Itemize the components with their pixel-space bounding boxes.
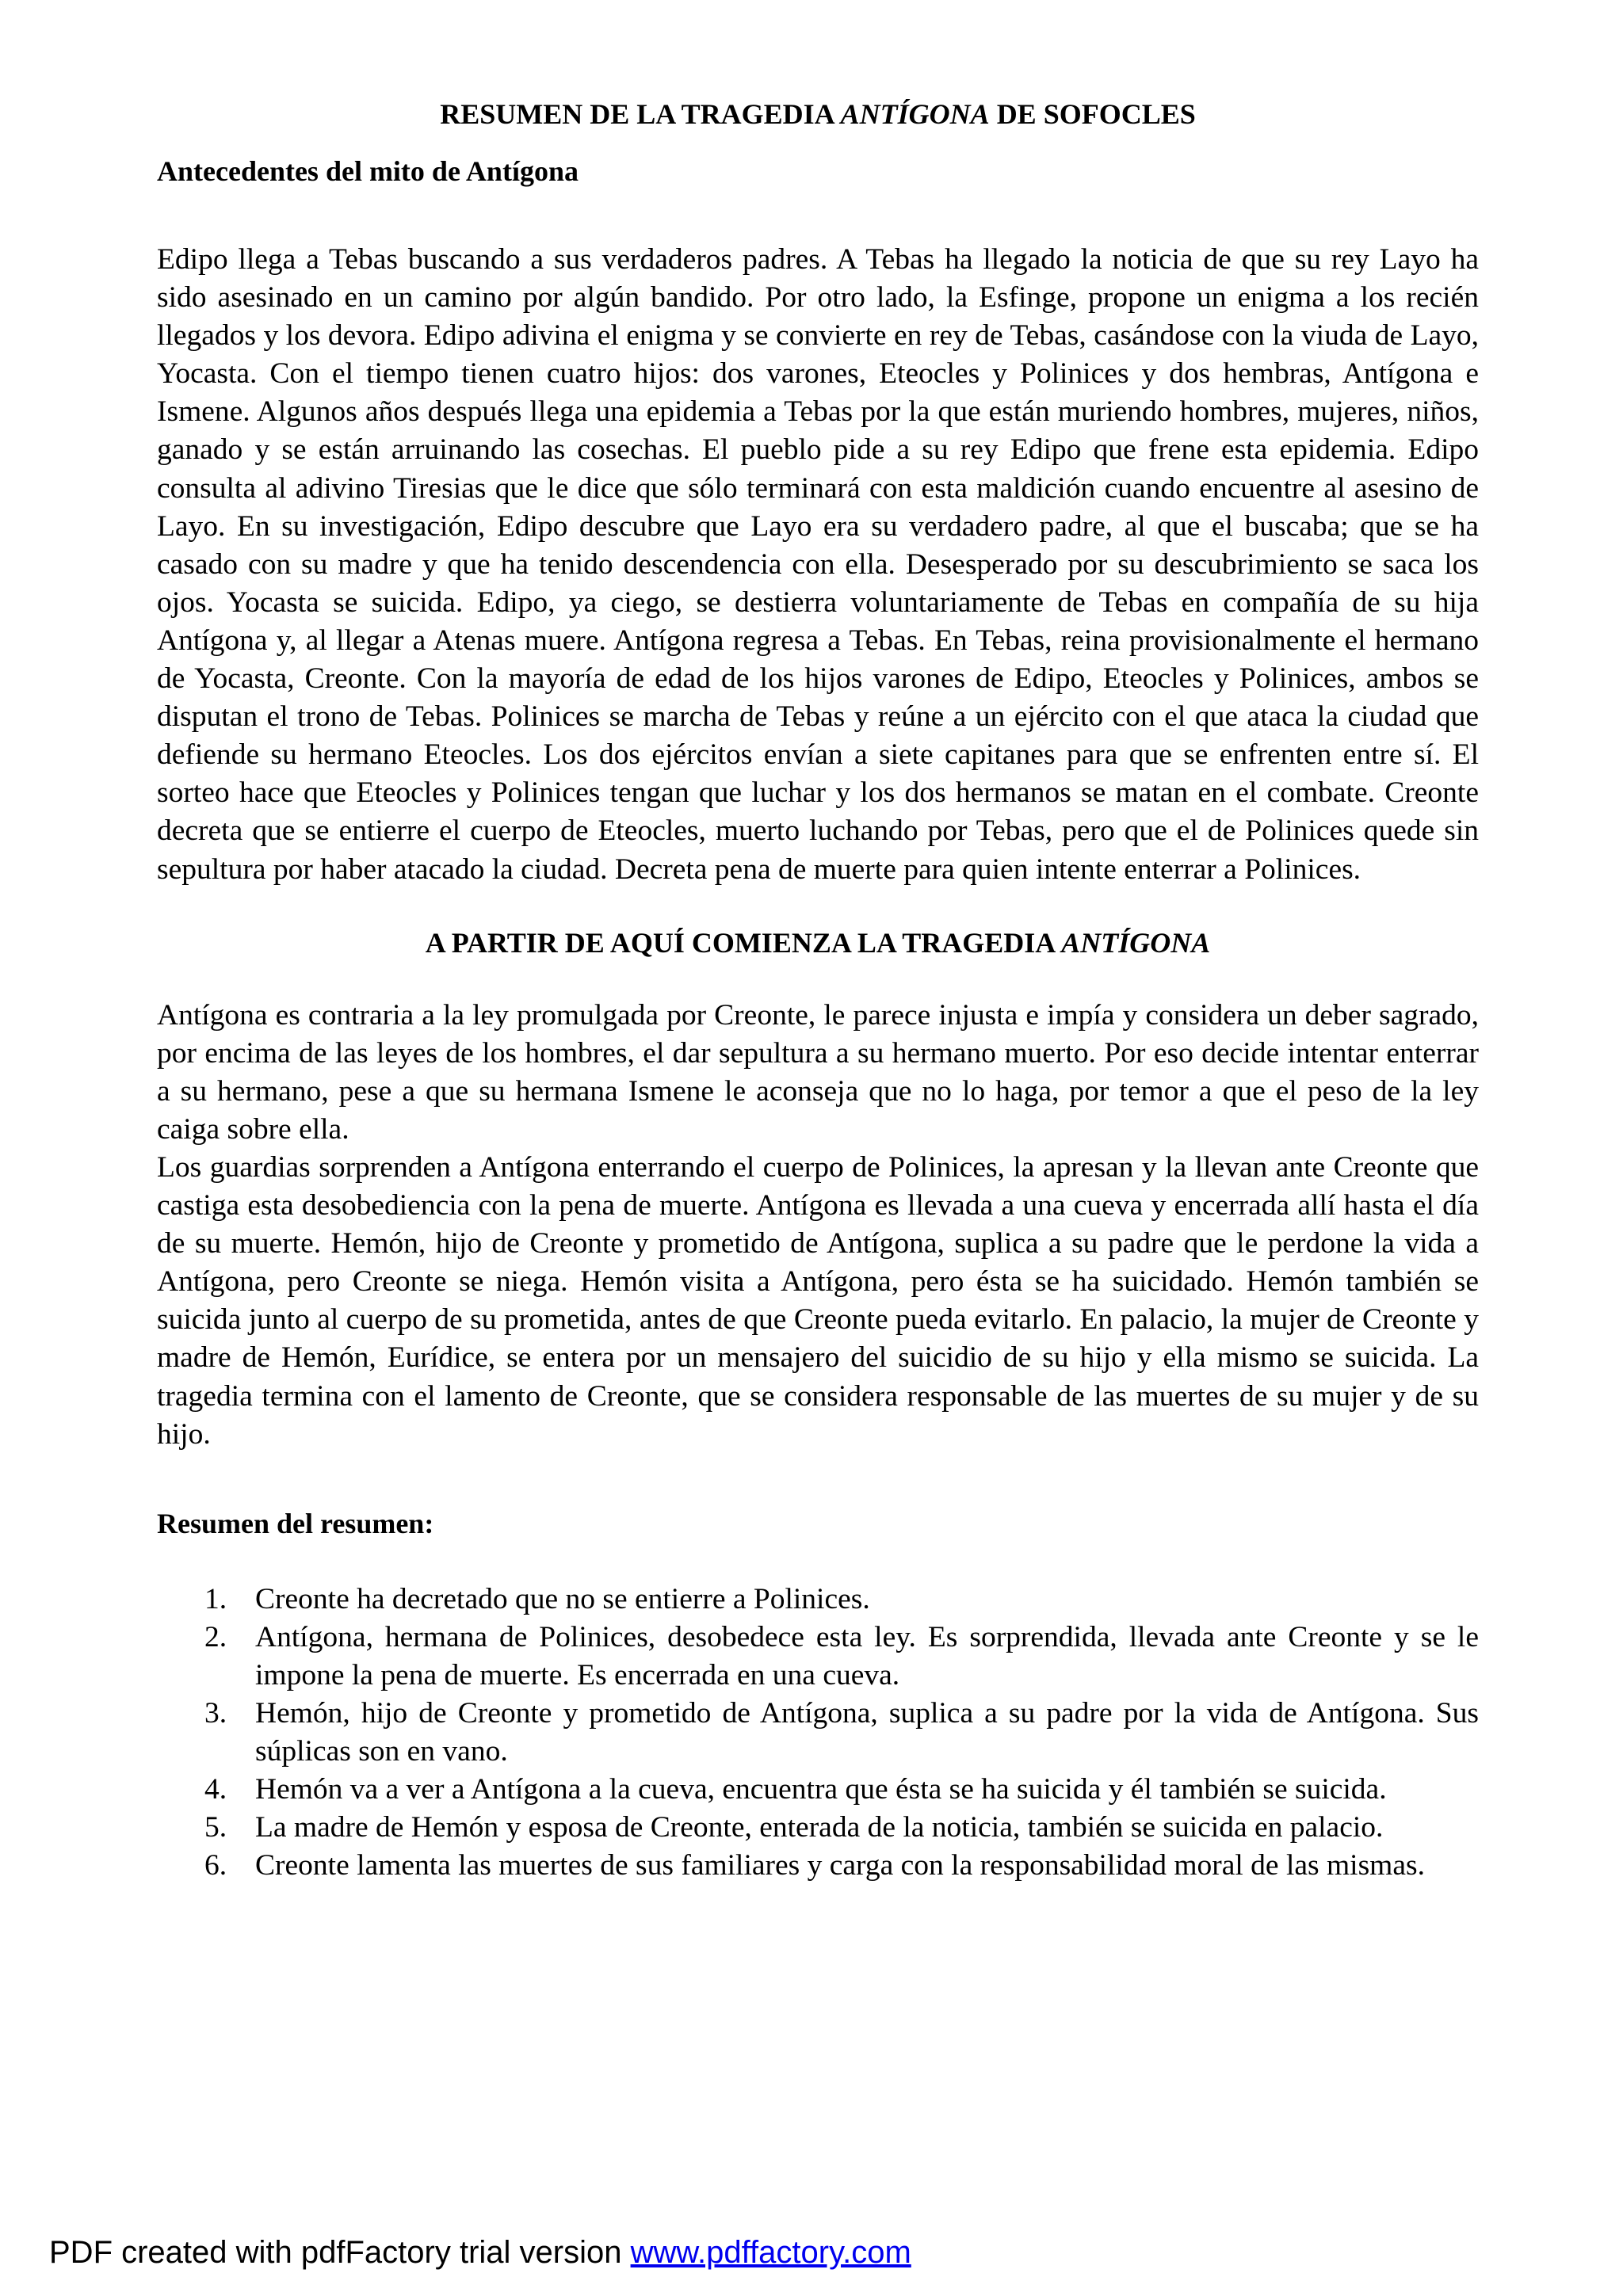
- summary-item-number: 2.: [204, 1620, 227, 1653]
- summary-item: [157, 1581, 1479, 1619]
- document-page: [157, 95, 1479, 1885]
- summary-item-number: 1.: [204, 1582, 227, 1615]
- summary-item: [157, 1771, 1479, 1809]
- title-prefix: RESUMEN DE LA TRAGEDIA: [440, 98, 841, 130]
- summary-item-text: Hemón, hijo de Creonte y prometido de Antígona, suplica a su padre por la vida de Antígona. Sus súplicas son en vano.: [255, 1697, 1479, 1768]
- antecedents-paragraph: Edipo llega a Tebas buscando a sus verdaderos padres. A Tebas ha llegado la noticia de que su rey Layo ha sido asesinado en un camino por algún bandido. Por otro lado, la Esfinge, propone un enigma a los recién llegados y los devora. Edipo adivina el enigma y se convierte en rey de Tebas, casándose con la viuda de Layo, Yocasta. Con el tiempo tienen cuatro hijos: dos varones, Eteocles y Polinices y dos hembras, Antígona e Ismene. Algunos años después llega una epidemia a Tebas por la que están muriendo hombres, mujeres, niños, ganado y se están arruinando las cosechas. El pueblo pide a su rey Edipo que frene esta epidemia. Edipo consulta al adivino Tiresias que le dice que sólo terminará con esta maldición cuando encuentre al asesino de Layo. En su investigación, Edipo descubre que Layo era su verdadero padre, al que el buscaba; que se ha casado con su madre y que ha tenido descendencia con ella. Desesperado por su descubrimiento se saca los ojos. Yocasta se suicida. Edipo, ya ciego, se destierra voluntariamente de Tebas en compañía de su hija Antígona y, al llegar a Atenas muere. Antígona regresa a Tebas. En Tebas, reina provisionalmente el hermano de Yocasta, Creonte. Con la mayoría de edad de los hijos varones de Edipo, Eteocles y Polinices, ambos se disputan el trono de Tebas. Polinices se marcha de Tebas y reúne a un ejército con el que ataca la ciudad que defiende su hermano Eteocles. Los dos ejércitos envían a siete capitanes para que se enfrenten entre sí. El sorteo hace que Eteocles y Polinices tengan que luchar y los dos hermanos se matan en el combate. Creonte decreta que se entierre el cuerpo de Eteocles, muerto luchando por Tebas, pero que el de Polinices quede sin sepultura por haber atacado la ciudad. Decreta pena de muerte para quien intente enterrar a Polinices.: [157, 243, 1479, 886]
- antecedents-heading: Antecedentes del mito de Antígona: [157, 155, 579, 187]
- title-italic: ANTÍGONA: [840, 98, 990, 130]
- tragedy-heading-italic: ANTÍGONA: [1061, 926, 1211, 959]
- summary-item-text: La madre de Hemón y esposa de Creonte, enterada de la noticia, también se suicida en palacio.: [255, 1811, 1384, 1844]
- tragedy-paragraph-1: Antígona es contraria a la ley promulgada por Creonte, le parece injusta e impía y considera un deber sagrado, por encima de las leyes de los hombres, el dar sepultura a su hermano muerto. Por eso decide intentar enterrar a su hermano, pese a que su hermana Ismene le aconseja que no lo haga, por temor a que el peso de la ley caiga sobre ella.: [157, 998, 1479, 1146]
- summary-item: [157, 1847, 1479, 1885]
- tragedy-heading-prefix: A PARTIR DE AQUÍ COMIENZA LA TRAGEDIA: [425, 926, 1062, 959]
- summary-heading: Resumen del resumen:: [157, 1507, 434, 1539]
- footer-link[interactable]: www.pdffactory.com: [630, 2235, 911, 2270]
- tragedy-paragraph-2: Los guardias sorprenden a Antígona enterrando el cuerpo de Polinices, la apresan y la llevan ante Creonte que castiga esta desobediencia con la pena de muerte. Antígona es llevada a una cueva y encerrada allí hasta el día de su muerte. Hemón, hijo de Creonte y prometido de Antígona, suplica a su padre que le perdone la vida a Antígona, pero Creonte se niega. Hemón visita a Antígona, pero ésta se ha suicidado. Hemón también se suicida junto al cuerpo de su prometida, antes de que Creonte pueda evitarlo. En palacio, la mujer de Creonte y madre de Hemón, Eurídice, se entera por un mensajero del suicidio de su hijo y ella mismo se suicida. La tragedia termina con el lamento de Creonte, que se considera responsable de las muertes de su mujer y de su hijo.: [157, 1150, 1479, 1451]
- summary-item: [157, 1619, 1479, 1695]
- pdf-footer: [49, 2233, 911, 2272]
- summary-item-text: Antígona, hermana de Polinices, desobedece esta ley. Es sorprendida, llevada ante Creonte y se le impone la pena de muerte. Es encerrada en una cueva.: [255, 1620, 1479, 1691]
- document-title: [157, 95, 1479, 133]
- summary-item-number: 5.: [204, 1811, 227, 1844]
- summary-item-number: 4.: [204, 1773, 227, 1806]
- summary-list: [157, 1581, 1479, 1886]
- summary-item-number: 6.: [204, 1849, 227, 1882]
- summary-item-text: Creonte lamenta las muertes de sus familiares y carga con la responsabilidad moral de las mismas.: [255, 1849, 1425, 1882]
- footer-text: PDF created with pdfFactory trial version: [49, 2235, 631, 2270]
- summary-item-text: Creonte ha decretado que no se entierre a Polinices.: [255, 1582, 870, 1615]
- summary-item-text: Hemón va a ver a Antígona a la cueva, encuentra que ésta se ha suicida y él también se suicida.: [255, 1773, 1387, 1806]
- tragedy-heading: [157, 924, 1479, 962]
- title-suffix: DE SOFOCLES: [989, 98, 1196, 130]
- summary-item: [157, 1695, 1479, 1771]
- summary-item: [157, 1809, 1479, 1847]
- summary-item-number: 3.: [204, 1697, 227, 1730]
